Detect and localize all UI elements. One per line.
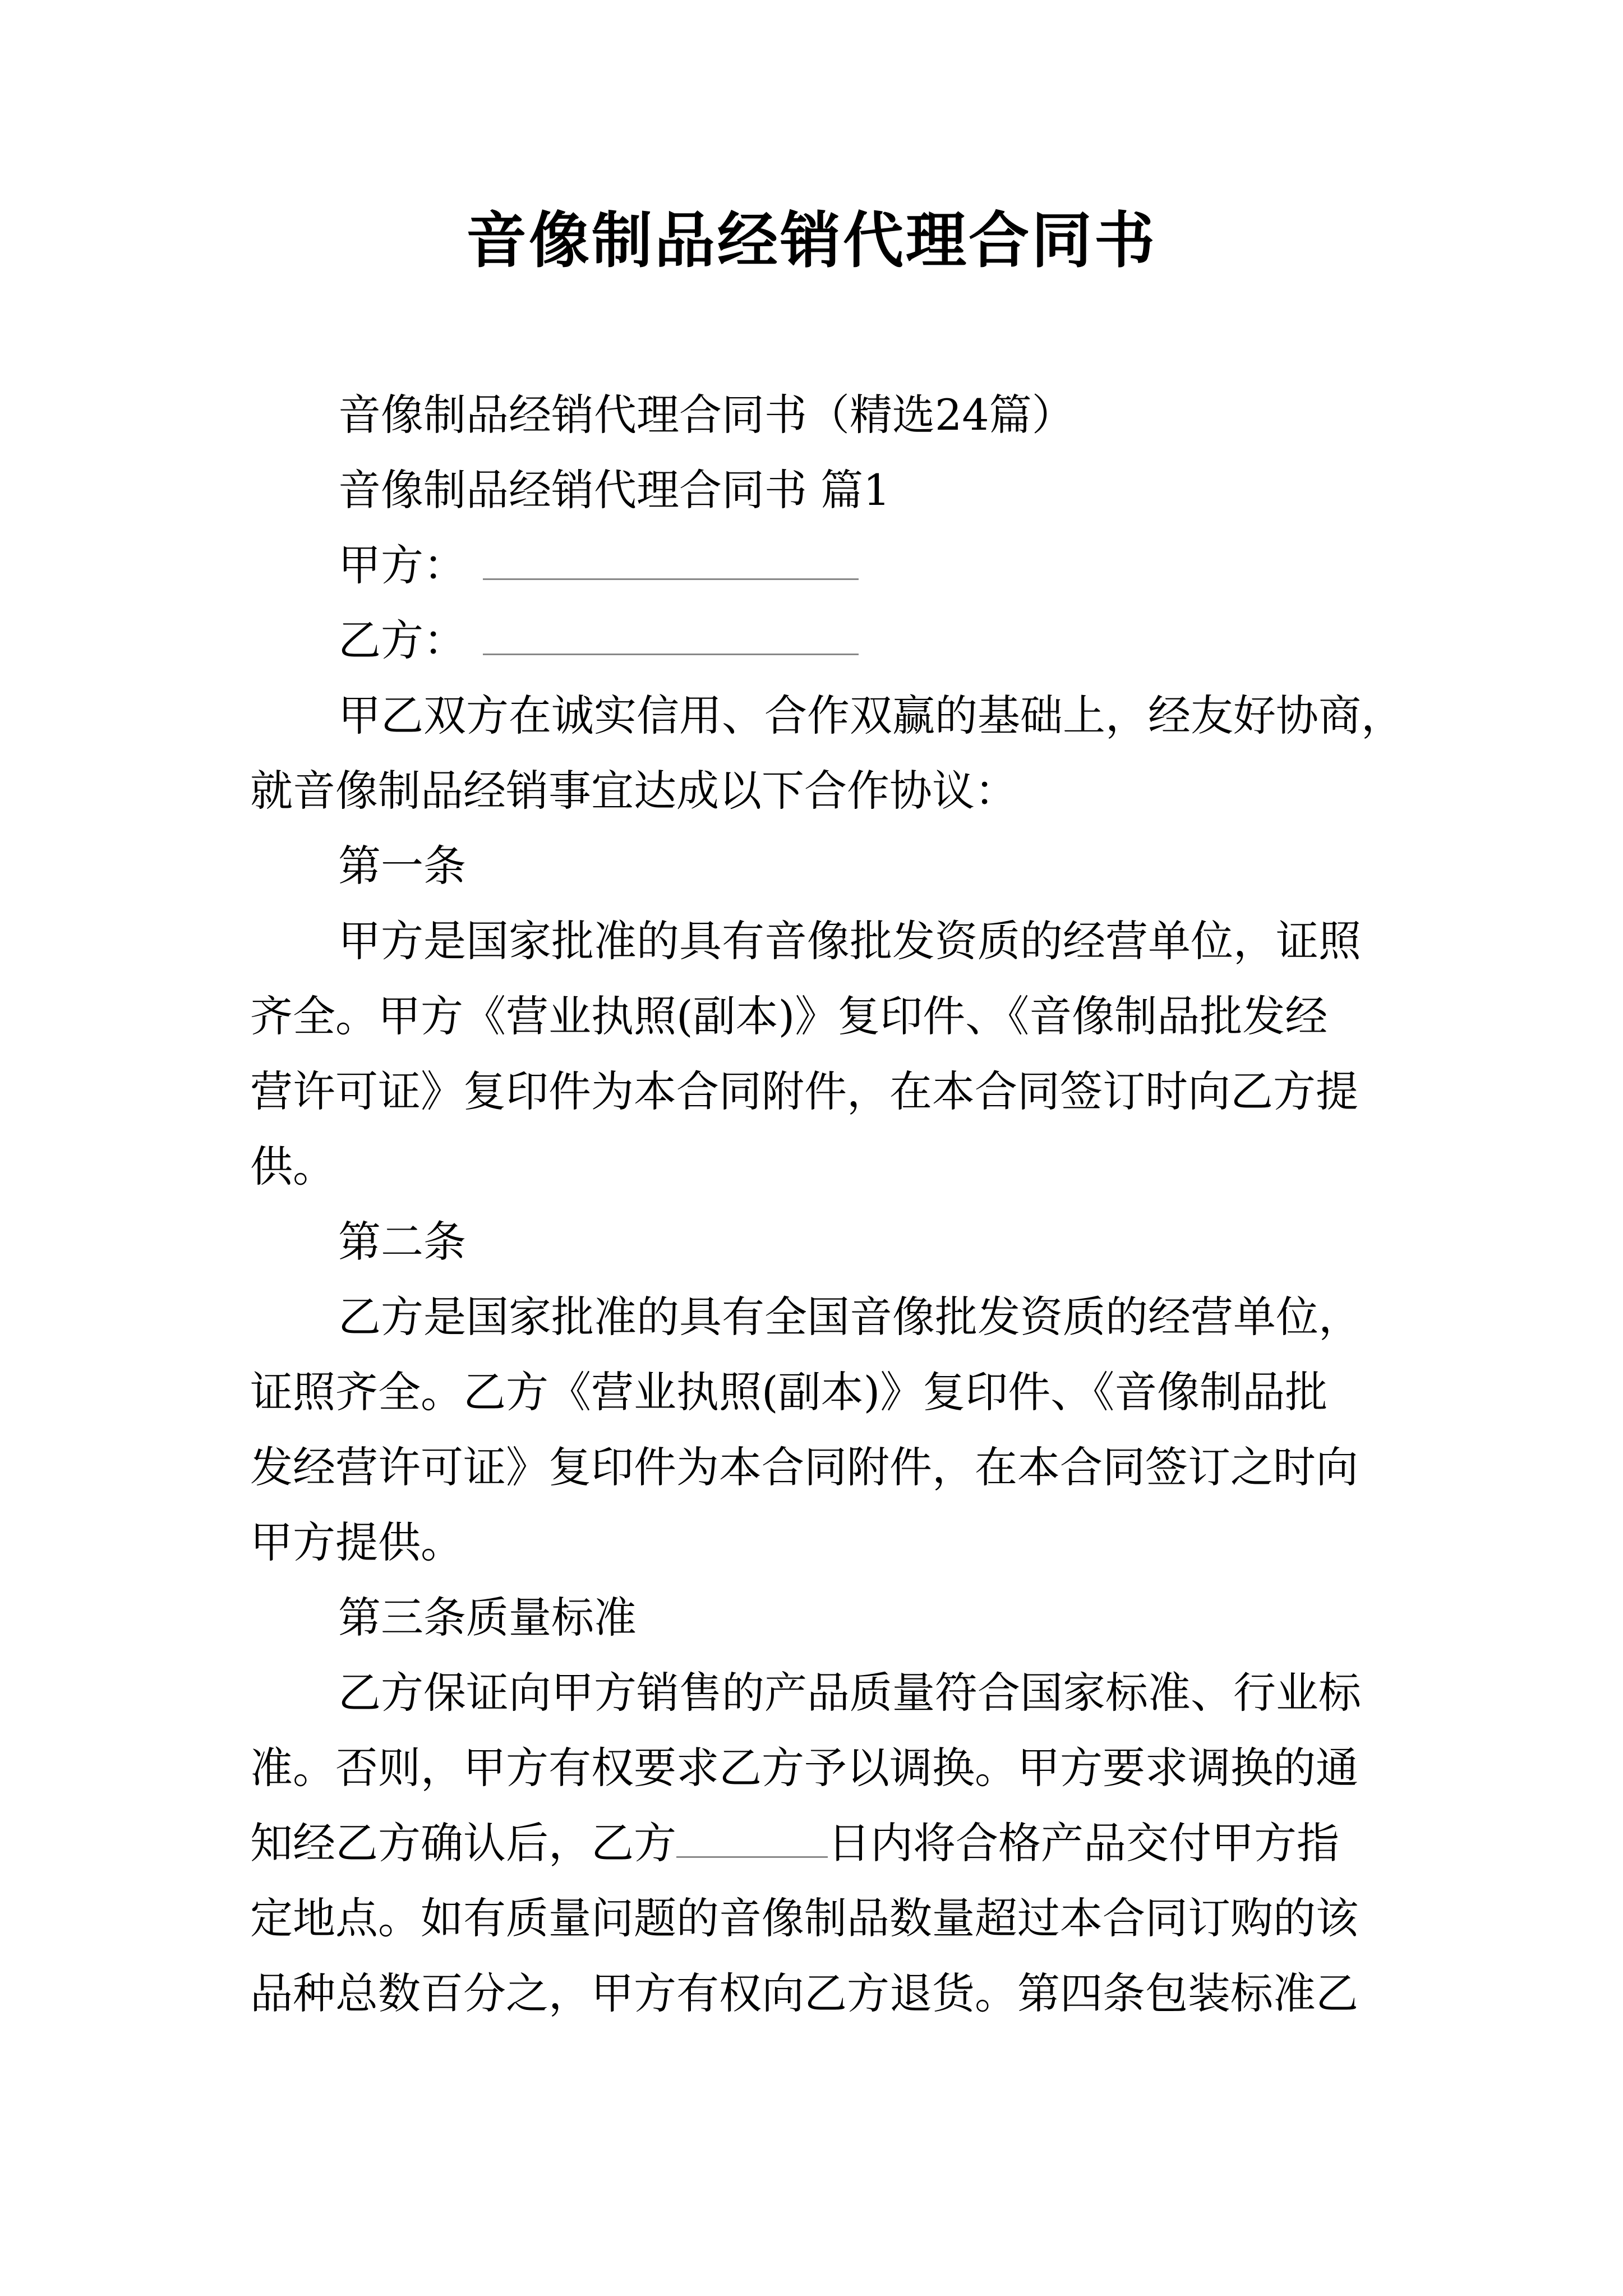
document-subtitle: 音像制品经销代理合同书（精选24篇）	[338, 390, 1075, 440]
article-1-line: 营许可证》复印件为本合同附件，在本合同签订时向乙方提	[250, 1066, 1358, 1116]
article-2-line: 证照齐全。乙方《营业执照(副本)》复印件、《音像制品批	[250, 1367, 1328, 1417]
article-2-line: 甲方提供。	[250, 1517, 463, 1567]
article-3-line	[250, 1810, 1339, 1877]
chapter-heading: 音像制品经销代理合同书 篇1	[338, 465, 891, 515]
party-b-label: 乙方：	[338, 615, 466, 665]
article-1-line: 齐全。甲方《营业执照(副本)》复印件、《音像制品批发经	[250, 991, 1328, 1041]
party-b-blank	[483, 616, 859, 655]
intro-line: 甲乙双方在诚实信用、合作双赢的基础上，经友好协商，	[338, 691, 1404, 740]
article-1-line: 供。	[250, 1142, 335, 1191]
document-title: 音像制品经销代理合同书	[465, 206, 1157, 276]
article-2-line: 乙方是国家批准的具有全国音像批发资质的经营单位，	[338, 1292, 1361, 1342]
party-a-line	[338, 532, 859, 599]
article-3-line: 品种总数百分之，甲方有权向乙方退货。第四条包装标准乙	[250, 1968, 1358, 2018]
days-blank	[676, 1819, 828, 1858]
article-2-heading: 第二条	[338, 1217, 466, 1267]
article-3-line: 准。否则，甲方有权要求乙方予以调换。甲方要求调换的通	[250, 1743, 1358, 1793]
party-a-blank	[483, 541, 859, 580]
article-3-line: 乙方保证向甲方销售的产品质量符合国家标准、行业标	[338, 1668, 1361, 1718]
party-a-label: 甲方：	[338, 540, 466, 590]
intro-line: 就音像制品经销事宜达成以下合作协议：	[250, 766, 1017, 816]
article-1-heading: 第一条	[338, 841, 466, 891]
article-3-text: 日内将合格产品交付甲方指	[828, 1818, 1339, 1868]
article-3-heading: 第三条质量标准	[338, 1593, 637, 1642]
article-3-text: 知经乙方确认后，乙方	[250, 1818, 676, 1868]
party-b-line	[338, 607, 859, 674]
article-1-line: 甲方是国家批准的具有音像批发资质的经营单位，证照	[338, 916, 1361, 966]
article-3-line: 定地点。如有质量问题的音像制品数量超过本合同订购的该	[250, 1893, 1358, 1943]
article-2-line: 发经营许可证》复印件为本合同附件，在本合同签订之时向	[250, 1442, 1358, 1492]
